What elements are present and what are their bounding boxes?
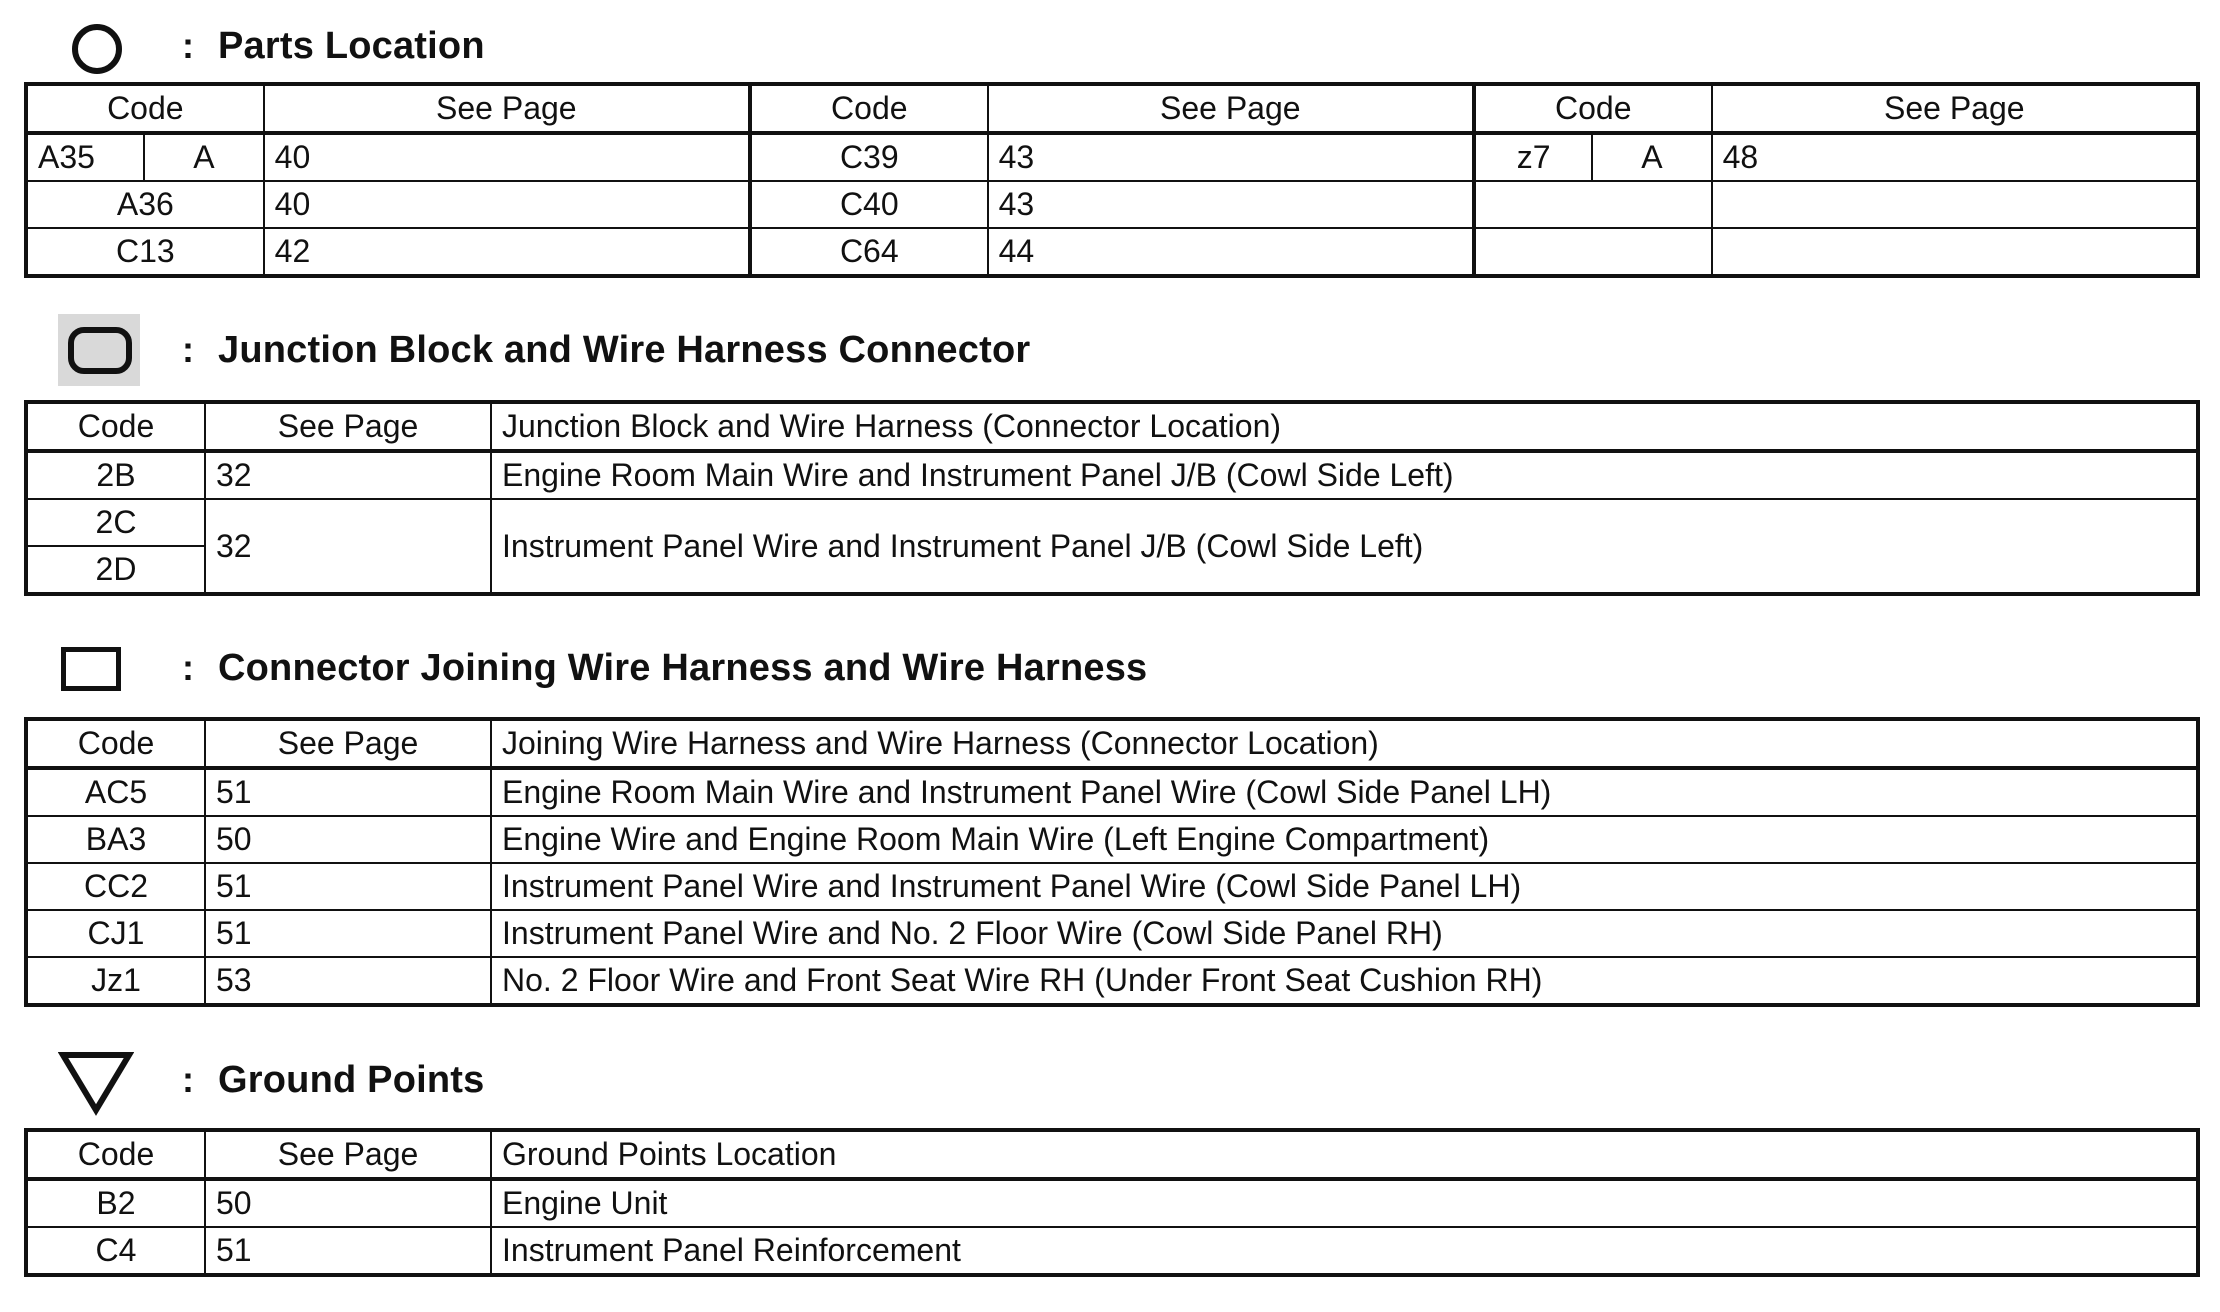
table-row: [26, 910, 2198, 957]
circle-icon: [56, 8, 142, 84]
section-title: Connector Joining Wire Harness and Wire Harness: [218, 646, 1148, 689]
header-description: Junction Block and Wire Harness (Connector Location): [491, 402, 2198, 451]
table-row: [26, 133, 2198, 181]
section-colon: :: [182, 25, 194, 66]
code-cell: A36: [26, 181, 264, 228]
header-see-page: See Page: [988, 84, 1474, 133]
description-cell: Engine Room Main Wire and Instrument Panel Wire (Cowl Side Panel LH): [491, 768, 2198, 816]
header-code: Code: [26, 719, 205, 768]
header-see-page: See Page: [264, 84, 750, 133]
page-cell: [1712, 228, 2198, 276]
rounded-rect-icon: [56, 312, 142, 388]
ground-points-table: [24, 1128, 2200, 1277]
junction-block-table: [24, 400, 2200, 596]
sub-code-cell: A: [144, 133, 263, 181]
table-row: [26, 768, 2198, 816]
code-cell: CJ1: [26, 910, 205, 957]
parts-location-table: [24, 82, 2200, 278]
description-cell: Instrument Panel Reinforcement: [491, 1227, 2198, 1275]
table-row: [26, 1227, 2198, 1275]
header-see-page: See Page: [205, 1130, 491, 1179]
table-row: [26, 499, 2198, 546]
section-title: Junction Block and Wire Harness Connector: [218, 328, 1031, 371]
description-cell: Instrument Panel Wire and Instrument Panel Wire (Cowl Side Panel LH): [491, 863, 2198, 910]
code-cell: A35: [26, 133, 144, 181]
description-cell: Engine Unit: [491, 1179, 2198, 1227]
page-cell: 53: [205, 957, 491, 1005]
page-cell: 50: [205, 816, 491, 863]
page-cell: 40: [264, 133, 750, 181]
page-cell: 32: [205, 499, 491, 594]
description-cell: No. 2 Floor Wire and Front Seat Wire RH (Under Front Seat Cushion RH): [491, 957, 2198, 1005]
table-row: [26, 228, 2198, 276]
section-title: Parts Location: [218, 24, 485, 67]
header-code: Code: [26, 1130, 205, 1179]
code-cell: C64: [750, 228, 988, 276]
code-cell: [1474, 228, 1712, 276]
code-cell: BA3: [26, 816, 205, 863]
page-cell: 44: [988, 228, 1474, 276]
header-code: Code: [750, 84, 988, 133]
page-cell: [1712, 181, 2198, 228]
table-row: [26, 181, 2198, 228]
page-cell: 42: [264, 228, 750, 276]
code-cell: [1474, 181, 1712, 228]
description-cell: Engine Wire and Engine Room Main Wire (Left Engine Compartment): [491, 816, 2198, 863]
header-see-page: See Page: [205, 719, 491, 768]
table-row: [26, 1179, 2198, 1227]
rectangle-icon: [56, 630, 142, 706]
page-cell: 51: [205, 863, 491, 910]
code-cell: AC5: [26, 768, 205, 816]
section-colon: :: [182, 1059, 194, 1100]
header-see-page: See Page: [1712, 84, 2198, 133]
page-cell: 43: [988, 181, 1474, 228]
page-cell: 48: [1712, 133, 2198, 181]
sub-code-cell: A: [1592, 133, 1711, 181]
code-cell: 2C: [26, 499, 205, 546]
connector-joining-table: [24, 717, 2200, 1007]
code-cell: C13: [26, 228, 264, 276]
connector-joining-header: [56, 628, 1147, 708]
description-cell: Engine Room Main Wire and Instrument Panel J/B (Cowl Side Left): [491, 451, 2198, 499]
header-description: Joining Wire Harness and Wire Harness (Connector Location): [491, 719, 2198, 768]
code-cell: z7: [1474, 133, 1592, 181]
parts-location-header: [56, 6, 485, 86]
header-code: Code: [1474, 84, 1712, 133]
table-row: [26, 451, 2198, 499]
table-row: [26, 863, 2198, 910]
page-cell: 51: [205, 1227, 491, 1275]
triangle-icon: [56, 1042, 142, 1118]
code-cell: C40: [750, 181, 988, 228]
code-cell: 2B: [26, 451, 205, 499]
section-colon: :: [182, 647, 194, 688]
header-code: Code: [26, 402, 205, 451]
page-cell: 43: [988, 133, 1474, 181]
ground-points-header: [56, 1040, 484, 1120]
code-cell: Jz1: [26, 957, 205, 1005]
junction-block-header: [56, 310, 1030, 390]
table-row: [26, 957, 2198, 1005]
header-see-page: See Page: [205, 402, 491, 451]
table-row: [26, 816, 2198, 863]
description-cell: Instrument Panel Wire and No. 2 Floor Wire (Cowl Side Panel RH): [491, 910, 2198, 957]
page-cell: 51: [205, 910, 491, 957]
header-code: Code: [26, 84, 264, 133]
section-title: Ground Points: [218, 1058, 485, 1101]
code-cell: 2D: [26, 546, 205, 594]
page-cell: 40: [264, 181, 750, 228]
section-colon: :: [182, 329, 194, 370]
description-cell: Instrument Panel Wire and Instrument Panel J/B (Cowl Side Left): [491, 499, 2198, 594]
code-cell: C4: [26, 1227, 205, 1275]
code-cell: C39: [750, 133, 988, 181]
code-cell: B2: [26, 1179, 205, 1227]
page-cell: 51: [205, 768, 491, 816]
code-cell: CC2: [26, 863, 205, 910]
page-cell: 50: [205, 1179, 491, 1227]
header-description: Ground Points Location: [491, 1130, 2198, 1179]
page-cell: 32: [205, 451, 491, 499]
